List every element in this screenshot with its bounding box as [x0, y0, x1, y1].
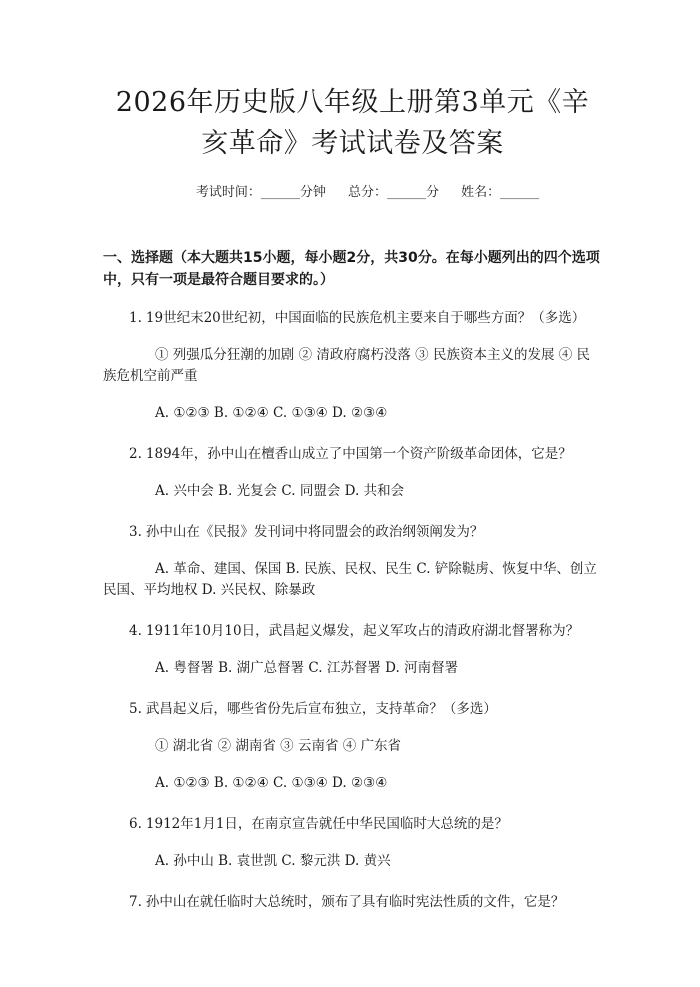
question-text: 1894年，孙中山在檀香山成立了中国第一个资产阶级革命团体，它是？	[145, 446, 572, 462]
question-number: 5.	[129, 701, 142, 717]
question-text: 孙中山在就任临时大总统时，颁布了具有临时宪法性质的文件，它是？	[145, 894, 565, 910]
question-number: 1.	[129, 310, 142, 326]
question-7	[103, 892, 602, 913]
section-heading: 一、选择题（本大题共15小题，每小题2分，共30分。在每小题列出的四个选项中，只有一项是最符合题目要求的。）	[103, 250, 600, 288]
question-3	[103, 522, 602, 543]
question-text: 孙中山在《民报》发刊词中将同盟会的政治纲领阐发为？	[145, 524, 484, 540]
question-2	[103, 444, 602, 465]
question-1-items: ① 列强瓜分狂潮的加剧 ② 清政府腐朽没落 ③ 民族资本主义的发展 ④ 民族危机空前严重	[103, 347, 591, 384]
question-number: 4.	[129, 623, 142, 639]
exam-page	[0, 82, 700, 987]
exam-meta	[103, 183, 602, 203]
question-1	[103, 308, 602, 329]
question-2-options: A. 兴中会 B. 光复会 C. 同盟会 D. 共和会	[155, 483, 405, 499]
exam-time: 考试时间：______分钟	[195, 185, 326, 200]
question-6	[103, 814, 602, 835]
question-5-items: ① 湖北省 ② 湖南省 ③ 云南省 ④ 广东省	[155, 738, 402, 754]
question-4-options: A. 粤督署 B. 湖广总督署 C. 江苏督署 D. 河南督署	[155, 660, 459, 676]
question-text: 19世纪末20世纪初，中国面临的民族危机主要来自于哪些方面？（多选）	[145, 310, 586, 326]
question-number: 6.	[129, 816, 142, 832]
question-text: 1911年10月10日，武昌起义爆发，起义军攻占的清政府湖北督署称为？	[145, 623, 580, 639]
question-5-options: A. ①②③ B. ①②④ C. ①③④ D. ②③④	[155, 775, 388, 791]
question-3-options: A. 革命、建国、保国 B. 民族、民权、民生 C. 铲除鞑虏、恢复中华、创立民国、平均地权 D. 兴民权、除暴政	[103, 561, 597, 598]
page-title: 2026年历史版八年级上册第3单元《辛亥革命》考试试卷及答案	[115, 87, 590, 159]
exam-name-field: 姓名：______	[461, 185, 540, 200]
question-text: 武昌起义后，哪些省份先后宣布独立，支持革命？（多选）	[145, 701, 497, 717]
exam-total-score: 总分：______分	[347, 185, 439, 200]
question-number: 7.	[129, 894, 142, 910]
question-4	[103, 621, 602, 642]
question-5	[103, 699, 602, 720]
question-text: 1912年1月1日，在南京宣告就任中华民国临时大总统的是？	[145, 816, 508, 832]
question-6-options: A. 孙中山 B. 袁世凯 C. 黎元洪 D. 黄兴	[155, 853, 391, 869]
question-number: 2.	[129, 446, 142, 462]
question-number: 3.	[129, 524, 142, 540]
question-1-options: A. ①②③ B. ①②④ C. ①③④ D. ②③④	[155, 405, 388, 421]
